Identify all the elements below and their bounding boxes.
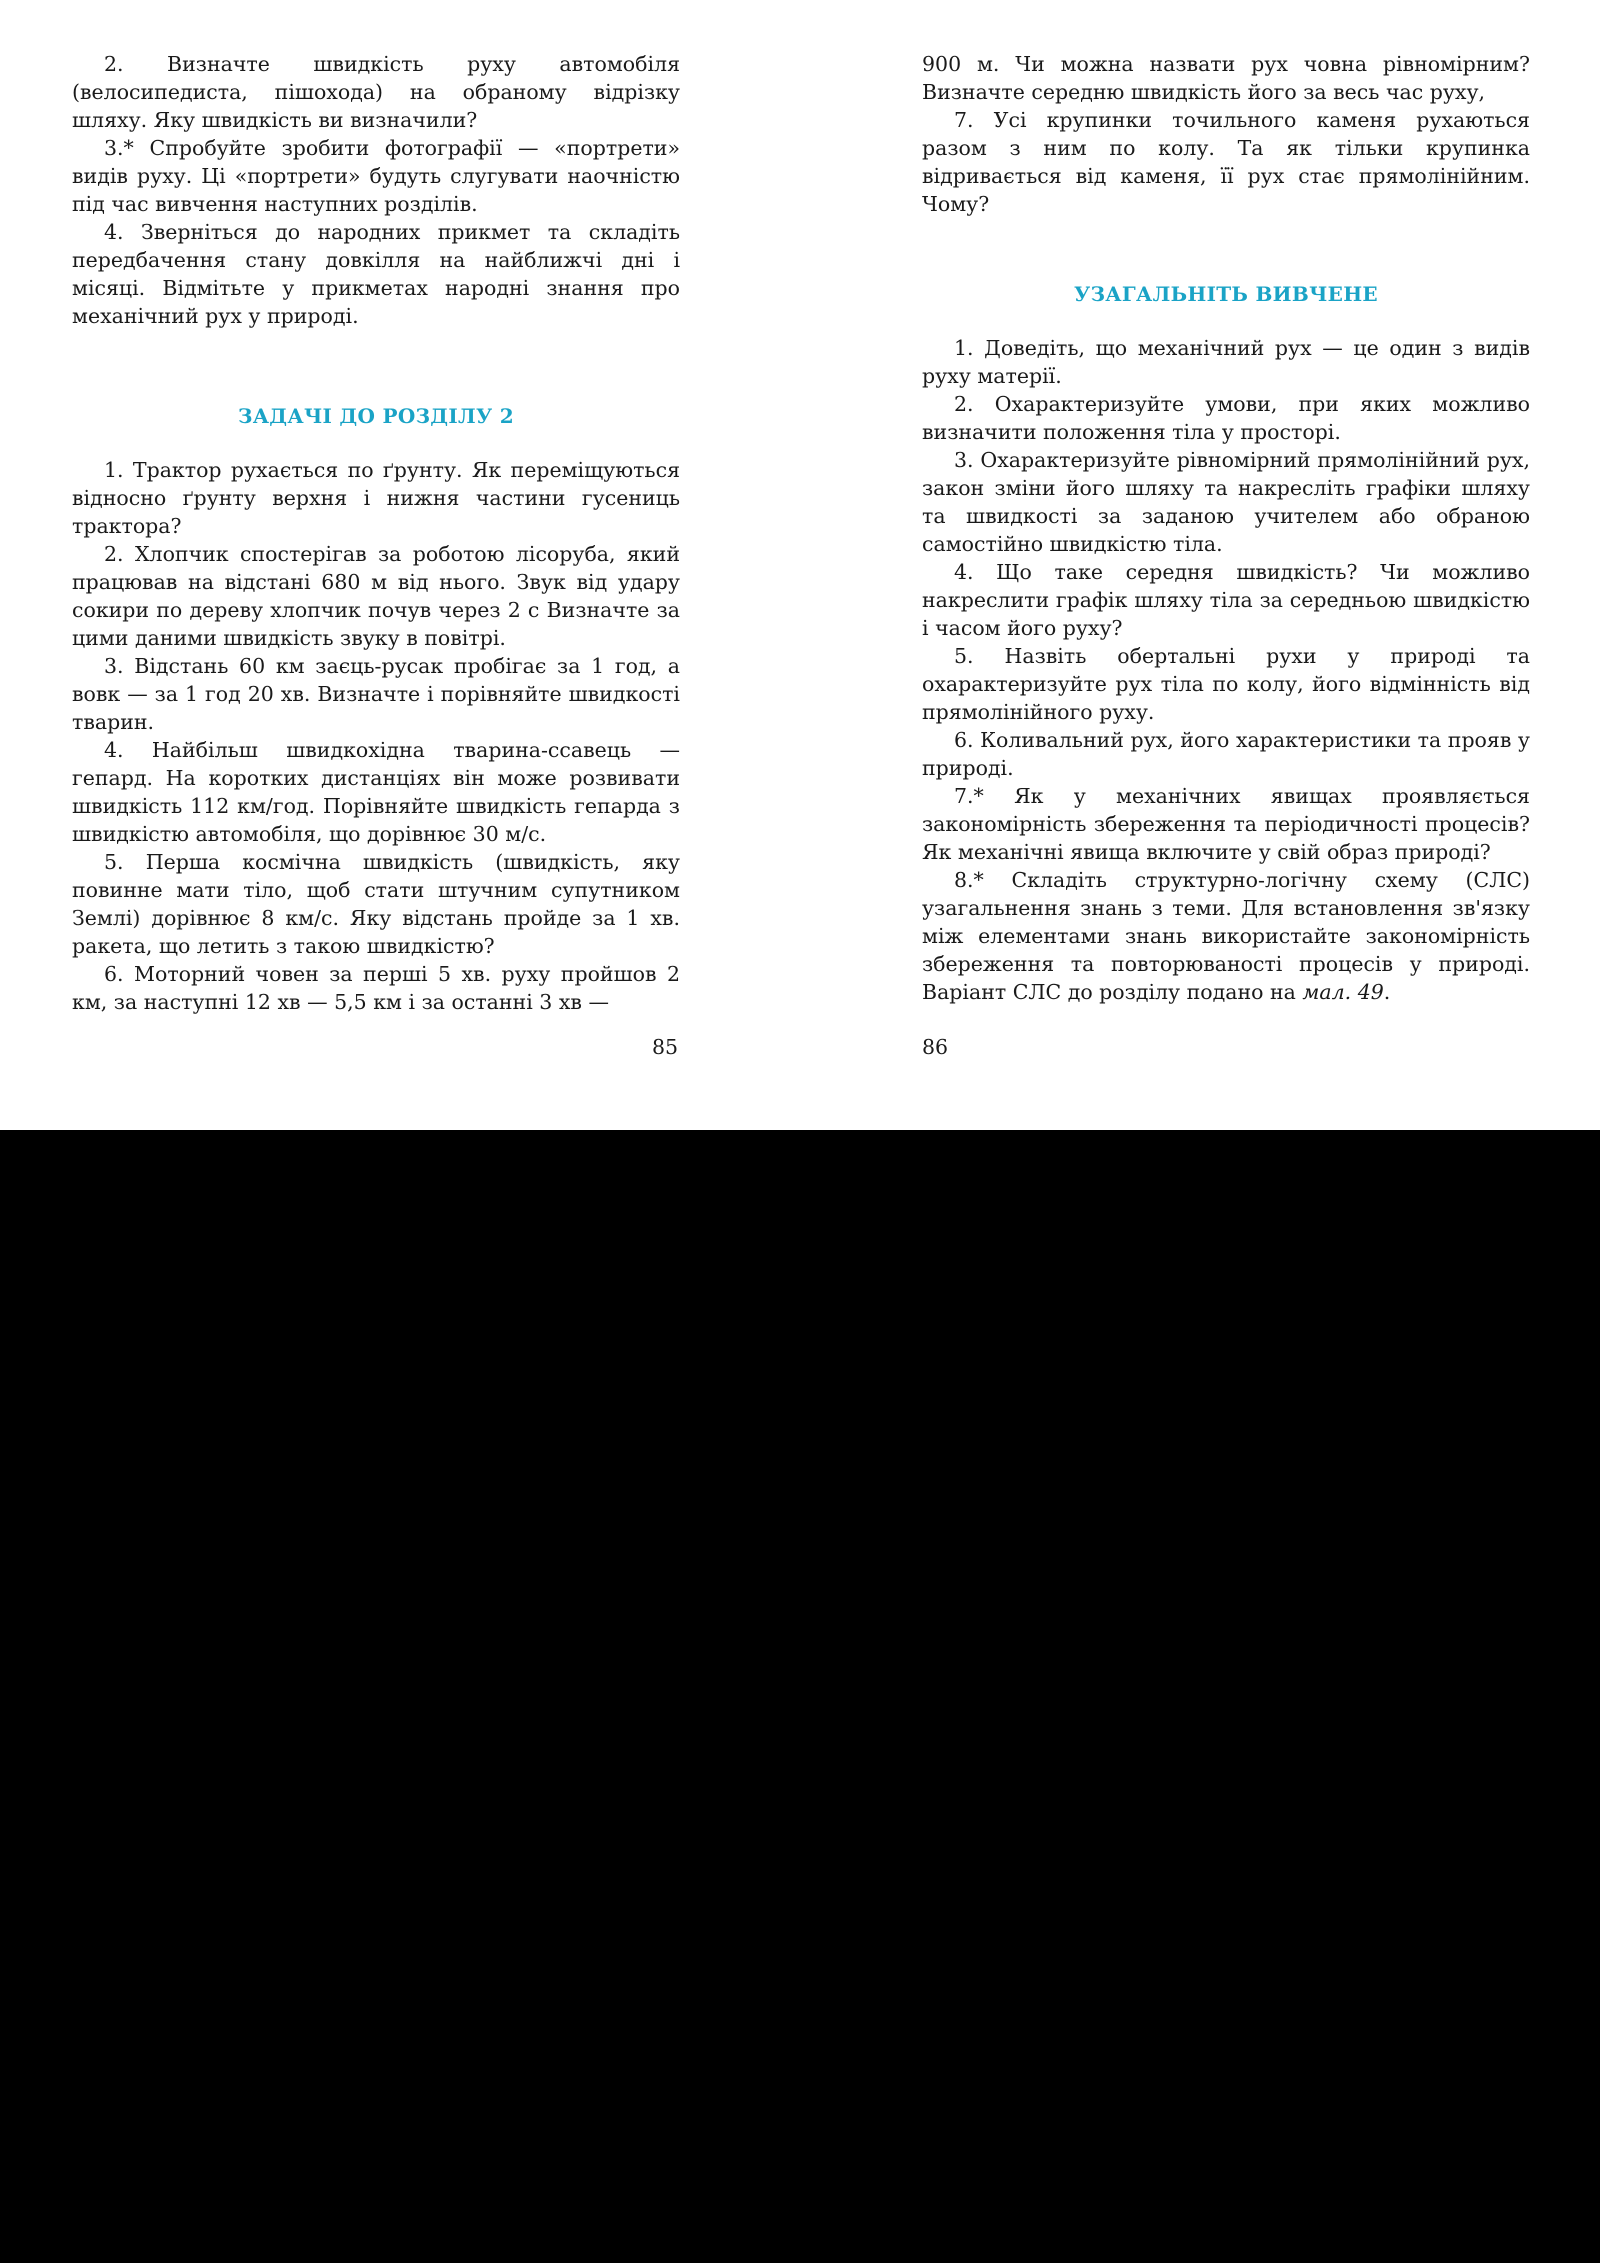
paragraph: 2. Визначте швидкість руху автомобіля (велосипедиста, пішохода) на обраному відрізку шляху. Яку швидкість ви визначили? [72, 52, 680, 132]
paragraph: 3.* Спробуйте зробити фотографії — «портрети» видів руху. Ці «портрети» будуть слугувати наочністю під час вивчення наступних розділів. [72, 136, 680, 216]
summary-paragraph: 6. Коливальний рух, його характеристики та прояв у природі. [922, 728, 1530, 780]
page-number-left: 85 [652, 1035, 679, 1059]
task-paragraph: 6. Моторний човен за перші 5 хв. руху пройшов 2 км, за наступні 12 хв — 5,5 км і за останні 3 хв — [72, 962, 680, 1014]
task-paragraph: 5. Перша космічна швидкість (швидкість, яку повинне мати тіло, щоб стати штучним супутником Землі) дорівнює 8 км/с. Яку відстань пройде за 1 хв. ракета, що летить з такою швидкістю? [72, 850, 680, 958]
right-page [922, 50, 1530, 1006]
paragraph: 900 м. Чи можна назвати рух човна рівномірним? Визначте середню швидкість його за весь час руху, [922, 52, 1530, 104]
paragraph-end: . [1383, 980, 1391, 1004]
paragraph: 4. Зверніться до народних прикмет та складіть передбачення стану довкілля на найближчі дні і місяці. Відмітьте у прикметах народні знання про механічний рух у природі. [72, 220, 680, 328]
page-number-right: 86 [922, 1035, 949, 1059]
task-paragraph: 1. Трактор рухається по ґрунту. Як переміщуються відносно ґрунту верхня і нижня частини гусениць трактора? [72, 458, 680, 538]
summary-paragraph: 7.* Як у механічних явищах проявляється закономірність збереження та періодичності процесів? Як механічні явища включите у свій образ природі? [922, 784, 1530, 864]
book-spread [0, 0, 1600, 1130]
summary-paragraph-last [922, 866, 1530, 1006]
summary-paragraph: 3. Охарактеризуйте рівномірний прямолінійний рух, закон зміни його шляху та накресліть графіки шляху та швидкості за заданою учителем або обраною самостійно швидкістю тіла. [922, 448, 1530, 556]
task-paragraph: 3. Відстань 60 км заєць-русак пробігає за 1 год, а вовк — за 1 год 20 хв. Визначте і порівняйте швидкості тварин. [72, 654, 680, 734]
paragraph: 7. Усі крупинки точильного каменя рухаються разом з ним по колу. Та як тільки крупинка відривається від каменя, її рух стає прямолінійним. Чому? [922, 108, 1530, 216]
summary-paragraph: 4. Що таке середня швидкість? Чи можливо накреслити графік шляху тіла за середньою швидкістю і часом його руху? [922, 560, 1530, 640]
summary-paragraph: 2. Охарактеризуйте умови, при яких можливо визначити положення тіла у просторі. [922, 392, 1530, 444]
figure-reference: мал. 49 [1302, 980, 1384, 1004]
task-paragraph: 4. Найбільш швидкохідна тварина-ссавець — гепард. На коротких дистанціях він може розвивати швидкість 112 км/год. Порівняйте швидкість гепарда з швидкістю автомобіля, що дорівнює 30 м/с. [72, 738, 680, 846]
section-heading-summary: УЗАГАЛЬНІТЬ ВИВЧЕНЕ [1074, 282, 1378, 306]
paragraph-text: 8.* Складіть структурно-логічну схему (СЛС) узагальнення знань з теми. Для встановлення зв'язку між елементами знань використайте закономірність збереження та повторюваності процесів у природі. Варіант СЛС до розділу подано на [922, 868, 1530, 1004]
left-page [72, 50, 680, 1016]
summary-paragraph: 5. Назвіть обертальні рухи у природі та охарактеризуйте рух тіла по колу, його відмінність від прямолінійного руху. [922, 644, 1530, 724]
task-paragraph: 2. Хлопчик спостерігав за роботою лісоруба, який працював на відстані 680 м від нього. Звук від удару сокири по дереву хлопчик почув через 2 с Визначте за цими даними швидкість звуку в повітрі. [72, 542, 680, 650]
summary-paragraph: 1. Доведіть, що механічний рух — це один з видів руху матерії. [922, 336, 1530, 388]
section-heading-tasks: ЗАДАЧІ ДО РОЗДІЛУ 2 [237, 404, 515, 428]
